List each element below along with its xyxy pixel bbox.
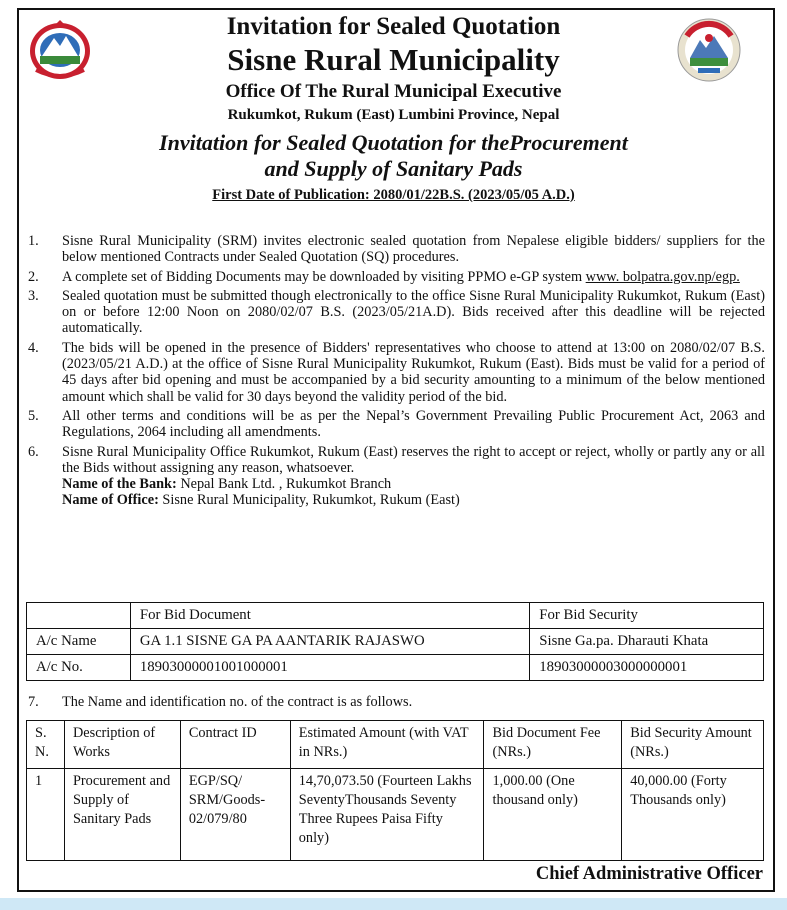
item-text: The bids will be opened in the presence of Bidders' representatives who choose to attend at 13:00 on 2080/02/07 B.S. (2023/05/21 A.D.) at the office of Sisne Rural Municipality Rukumkot, Rukum (East). Bids must be valid for a period of 45 days after bid opening and must be accompanied by a bid security amounting to a minimum of the below mentioned amount which shall be valid for 30 days beyond the validity period of the bid. (62, 339, 765, 405)
item-number: 5. (28, 407, 39, 424)
table-cell: A/c Name (27, 629, 131, 655)
table-cell (27, 603, 131, 629)
table-cell: 18903000003000000001 (530, 655, 764, 681)
bank-label: Name of the Bank: (62, 476, 177, 493)
bottom-strip (0, 898, 787, 910)
office-address: Rukumkot, Rukum (East) Lumbini Province, Nepal (227, 107, 560, 123)
item-number: 4. (28, 339, 39, 356)
table-header: For Bid Document (130, 603, 529, 629)
table-cell: 14,70,073.50 (Fourteen Lakhs SeventyThousands Seventy Three Rupees Paisa Fifty only) (290, 769, 484, 861)
contract-table (26, 720, 764, 861)
table-header: Estimated Amount (with VAT in NRs.) (290, 721, 484, 769)
office-label: Name of Office: (62, 492, 159, 509)
table-header: Bid Document Fee (NRs.) (484, 721, 622, 769)
table-header: S. N. (27, 721, 65, 769)
item-text: All other terms and conditions will be as per the Nepal’s Government Prevailing Public Procurement Act, 2063 and Regulations, 2064 including all amendments. (62, 407, 765, 441)
table-cell: 40,000.00 (Forty Thousands only) (622, 769, 764, 861)
subject-line-1: Invitation for Sealed Quotation for theProcurement (159, 130, 628, 155)
table-cell: EGP/SQ/ SRM/Goods-02/079/80 (180, 769, 290, 861)
item-text: The Name and identification no. of the contract is as follows. (62, 694, 413, 710)
table-header: Description of Works (64, 721, 180, 769)
table-row (27, 603, 764, 629)
table-header-row (27, 721, 764, 769)
item-text: Sealed quotation must be submitted though electronically to the office Sisne Rural Municipality Rukumkot, Rukum (East) on or before 12:00 Noon on 2080/02/07 B.S. (2023/05/21A.D). Bids received after this deadline will be rejected automatically. (62, 287, 765, 337)
list-item (28, 269, 765, 285)
item-number: 7. (28, 694, 39, 710)
item-text: Sisne Rural Municipality Office Rukumkot, Rukum (East) reserves the right to accept or reject, wholly or partly any or all the Bids without assigning any reason, whatsoever. (62, 443, 765, 476)
table-cell: 1 (27, 769, 65, 861)
egp-link[interactable]: www. bolpatra.gov.np/egp. (585, 268, 740, 285)
table-cell: 1,000.00 (One thousand only) (484, 769, 622, 861)
header (0, 12, 787, 205)
list-item (28, 408, 765, 441)
item-text (62, 269, 765, 285)
bank-value: Nepal Bank Ltd. , Rukumkot Branch (176, 476, 392, 493)
item-number: 2. (28, 268, 39, 285)
bank-name-line (28, 476, 765, 492)
item-number: 6. (28, 443, 39, 460)
item-text-body: A complete set of Bidding Documents may be downloaded by visiting PPMO e-GP system (62, 268, 586, 285)
table-cell: GA 1.1 SISNE GA PA AANTARIK RAJASWO (130, 629, 529, 655)
notice-title: Invitation for Sealed Quotation (226, 13, 561, 40)
item-number: 1. (28, 233, 39, 249)
subject-line-2: and Supply of Sanitary Pads (264, 156, 523, 181)
item-text: Sisne Rural Municipality (SRM) invites electronic sealed quotation from Nepalese eligible bidders/ suppliers for the below mentioned Contracts under Sealed Quotation (SQ) procedures. (62, 233, 765, 266)
notice-items (28, 233, 765, 509)
list-item (28, 340, 765, 405)
list-item (28, 694, 765, 711)
list-item (28, 444, 765, 477)
item-number: 3. (28, 287, 39, 304)
table-row (27, 629, 764, 655)
table-cell: Procurement and Supply of Sanitary Pads (64, 769, 180, 861)
office-name: Office Of The Rural Municipal Executive (225, 81, 562, 102)
list-item (28, 233, 765, 266)
office-name-line (28, 492, 765, 508)
account-table (26, 602, 764, 681)
municipality-name: Sisne Rural Municipality (227, 42, 560, 77)
table-row (27, 655, 764, 681)
table-header: For Bid Security (530, 603, 764, 629)
office-value: Sisne Rural Municipality, Rukumkot, Rukum (East) (158, 492, 460, 509)
list-item (28, 288, 765, 337)
table-header: Contract ID (180, 721, 290, 769)
signature-title: Chief Administrative Officer (535, 864, 763, 884)
table-cell: Sisne Ga.pa. Dharauti Khata (530, 629, 764, 655)
table-cell: A/c No. (27, 655, 131, 681)
publication-date: First Date of Publication: 2080/01/22B.S. (2023/05/05 A.D.) (212, 187, 575, 203)
table-row (27, 769, 764, 861)
table-cell: 18903000001001000001 (130, 655, 529, 681)
table-header: Bid Security Amount (NRs.) (622, 721, 764, 769)
